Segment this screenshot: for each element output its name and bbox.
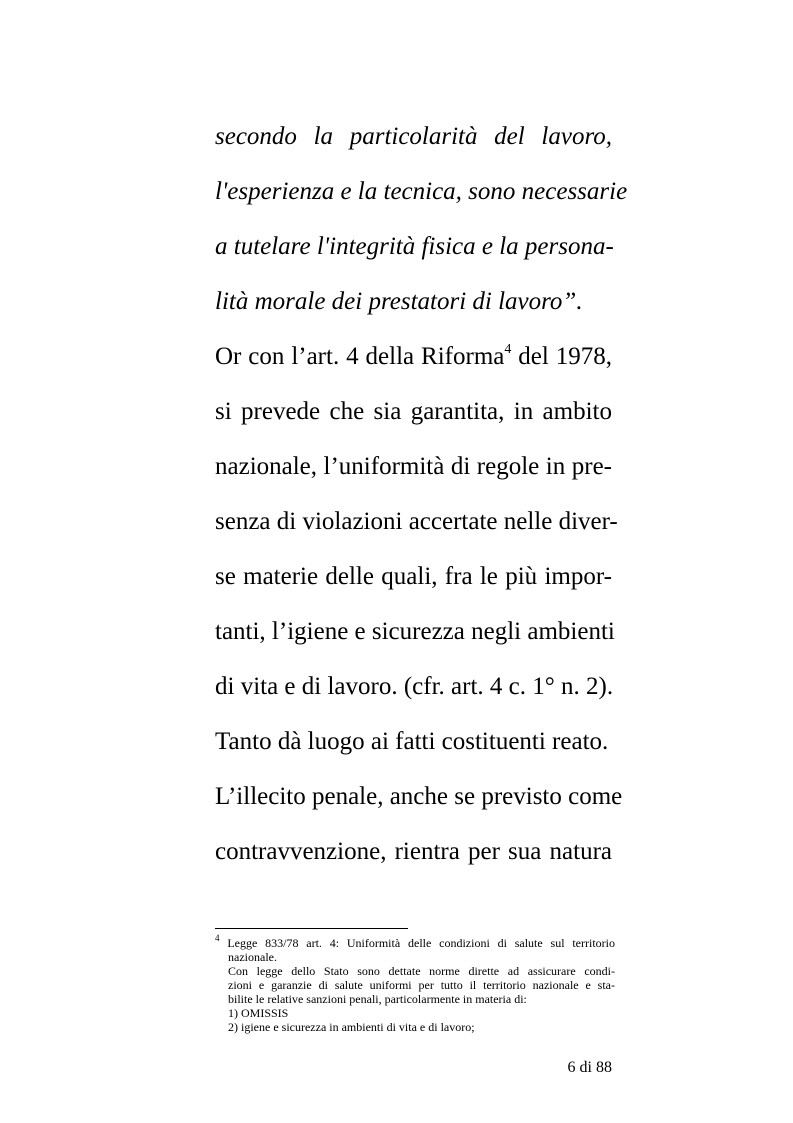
footnote-line-4: zioni e garanzie di salute uniformi per tutto il territorio nazionale e sta- <box>228 978 615 992</box>
footnote-line-2: nazionale. <box>228 950 277 964</box>
footnote-separator <box>215 928 408 929</box>
body-line-6: si prevede che sia garantita, in ambito <box>215 398 612 425</box>
footnote-number: 4 <box>215 933 220 943</box>
footnote-line-5: bilite le relative sanzioni penali, particolarmente in materia di: <box>228 992 527 1006</box>
footnote-reference: 4 <box>504 341 512 357</box>
body-line-9: se materie delle quali, fra le più impor- <box>215 563 612 590</box>
body-line-12: Tanto dà luogo ai fatti costituenti reato. <box>215 728 609 755</box>
footnote-text-1: Legge 833/78 art. 4: Uniformità delle condizioni di salute sul territorio <box>227 936 615 950</box>
body-line-5 <box>215 342 612 372</box>
body-line-14: contravvenzione, rientra per sua natura <box>215 838 612 865</box>
body-line-8: senza di violazioni accertate nelle diver- <box>215 508 618 535</box>
body-line-1: secondo la particolarità del lavoro, <box>215 123 612 150</box>
footnote-line-6: 1) OMISSIS <box>228 1006 289 1020</box>
body-line-4: lità morale dei prestatori di lavoro”. <box>215 288 583 315</box>
footnote-line-7: 2) igiene e sicurezza in ambienti di vita e di lavoro; <box>228 1020 475 1034</box>
footnote-line-1 <box>215 933 615 950</box>
body-line-11: di vita e di lavoro. (cfr. art. 4 c. 1° n. 2). <box>215 673 614 700</box>
body-line-3: a tutelare l'integrità fisica e la persona- <box>215 233 614 260</box>
page-number: 6 di 88 <box>567 1059 612 1076</box>
body-line-13: L’illecito penale, anche se previsto come <box>215 783 623 810</box>
body-line-7: nazionale, l’uniformità di regole in pre- <box>215 453 612 480</box>
body-line-10: tanti, l’igiene e sicurezza negli ambienti <box>215 618 615 645</box>
body-line-5-text: Or con l’art. 4 della Riforma <box>215 343 505 370</box>
footnote-line-3: Con legge dello Stato sono dettate norme dirette ad assicurare condi- <box>228 964 615 978</box>
body-line-2: l'esperienza e la tecnica, sono necessarie <box>215 178 628 205</box>
body-line-5-tail: del 1978, <box>518 343 612 370</box>
